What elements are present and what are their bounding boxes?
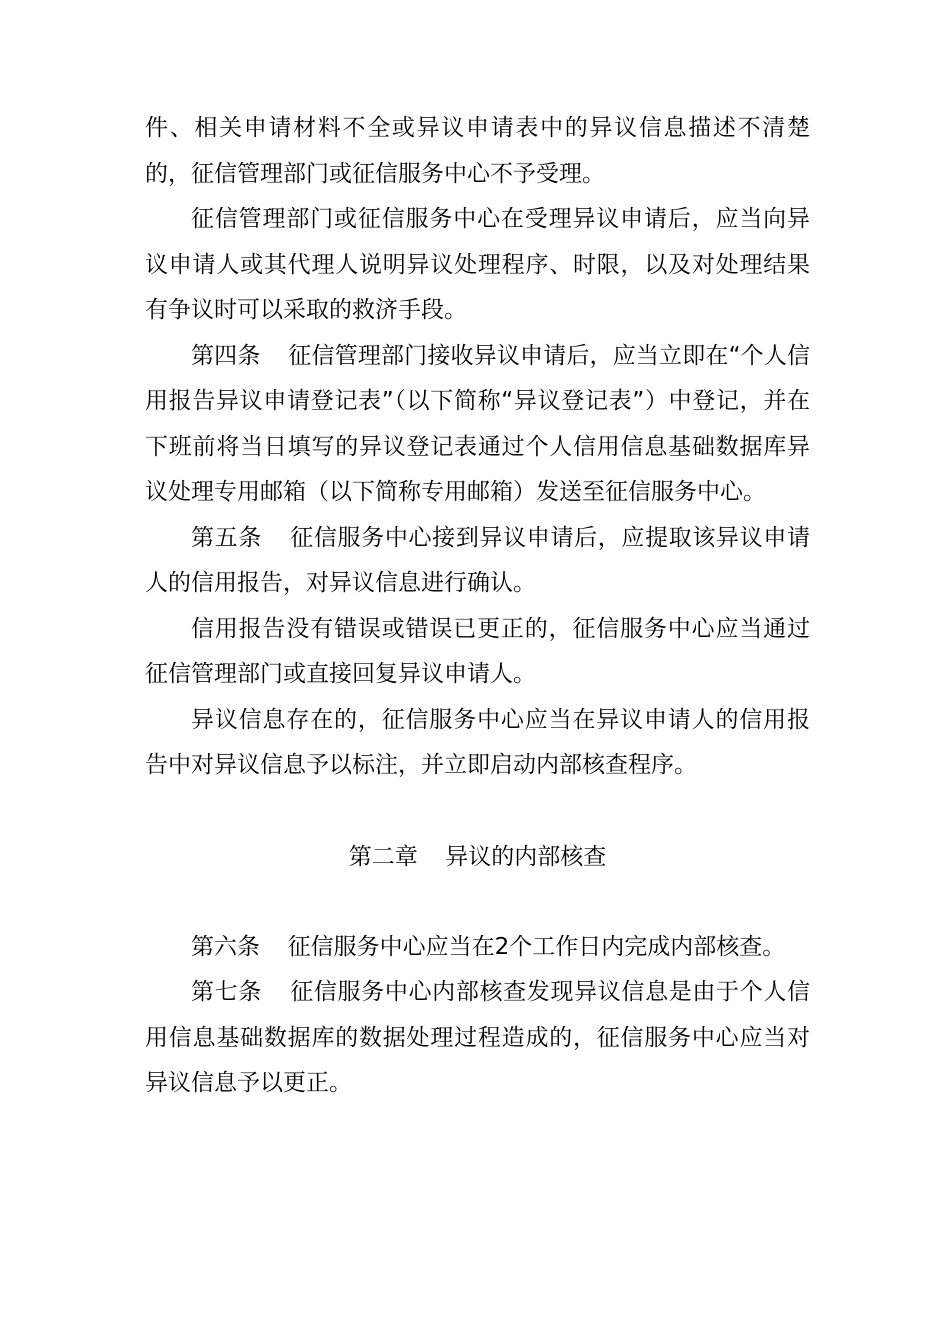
article-label: 第五条 bbox=[191, 524, 262, 551]
paragraph-text: 信用报告没有错误或错误已更正的，征信服务中心应当通过征信管理部门或直接回复异议申请人。 bbox=[145, 615, 810, 687]
article-label: 第六条 bbox=[191, 933, 260, 960]
article-text: 征信管理部门接收异议申请后，应当立即在“个人信用报告异议申请登记表”（以下简称“异议登记表”）中登记，并在下班前将当日填写的异议登记表通过个人信用信息基础数据库异议处理专用邮箱（以下简称专用邮箱）发送至征信服务中心。 bbox=[145, 342, 811, 505]
paragraph-text: 件、相关申请材料不全或异议申请表中的异议信息描述不清楚的，征信管理部门或征信服务中心不予受理。 bbox=[145, 115, 810, 187]
paragraph bbox=[145, 607, 810, 698]
chapter-heading bbox=[145, 789, 810, 925]
paragraph-text: 征信管理部门或征信服务中心在受理异议申请后，应当向异议申请人或其代理人说明异议处理程序、时限，以及对处理结果有争议时可以采取的救济手段。 bbox=[145, 206, 810, 323]
article-5 bbox=[145, 516, 810, 607]
paragraph-continuation bbox=[145, 106, 810, 197]
paragraph bbox=[145, 698, 810, 789]
article-label: 第七条 bbox=[191, 979, 262, 1005]
article-7 bbox=[145, 970, 810, 1107]
article-text: 征信服务中心内部核查发现异议信息是由于个人信用信息基础数据库的数据处理过程造成的，征信服务中心应当对异议信息予以更正。 bbox=[145, 979, 810, 1096]
article-4 bbox=[145, 334, 810, 516]
article-text: 征信服务中心应当在2个工作日内完成内部核查。 bbox=[287, 933, 786, 960]
chapter-number: 第二章 bbox=[348, 843, 418, 870]
paragraph bbox=[145, 197, 810, 334]
article-6 bbox=[145, 925, 810, 971]
document-page bbox=[145, 106, 810, 1107]
article-label: 第四条 bbox=[191, 342, 261, 369]
paragraph-text: 异议信息存在的，征信服务中心应当在异议申请人的信用报告中对异议信息予以标注，并立即启动内部核查程序。 bbox=[145, 706, 810, 778]
article-text: 征信服务中心接到异议申请后，应提取该异议申请人的信用报告，对异议信息进行确认。 bbox=[145, 524, 810, 596]
chapter-title: 异议的内部核查 bbox=[445, 843, 607, 870]
